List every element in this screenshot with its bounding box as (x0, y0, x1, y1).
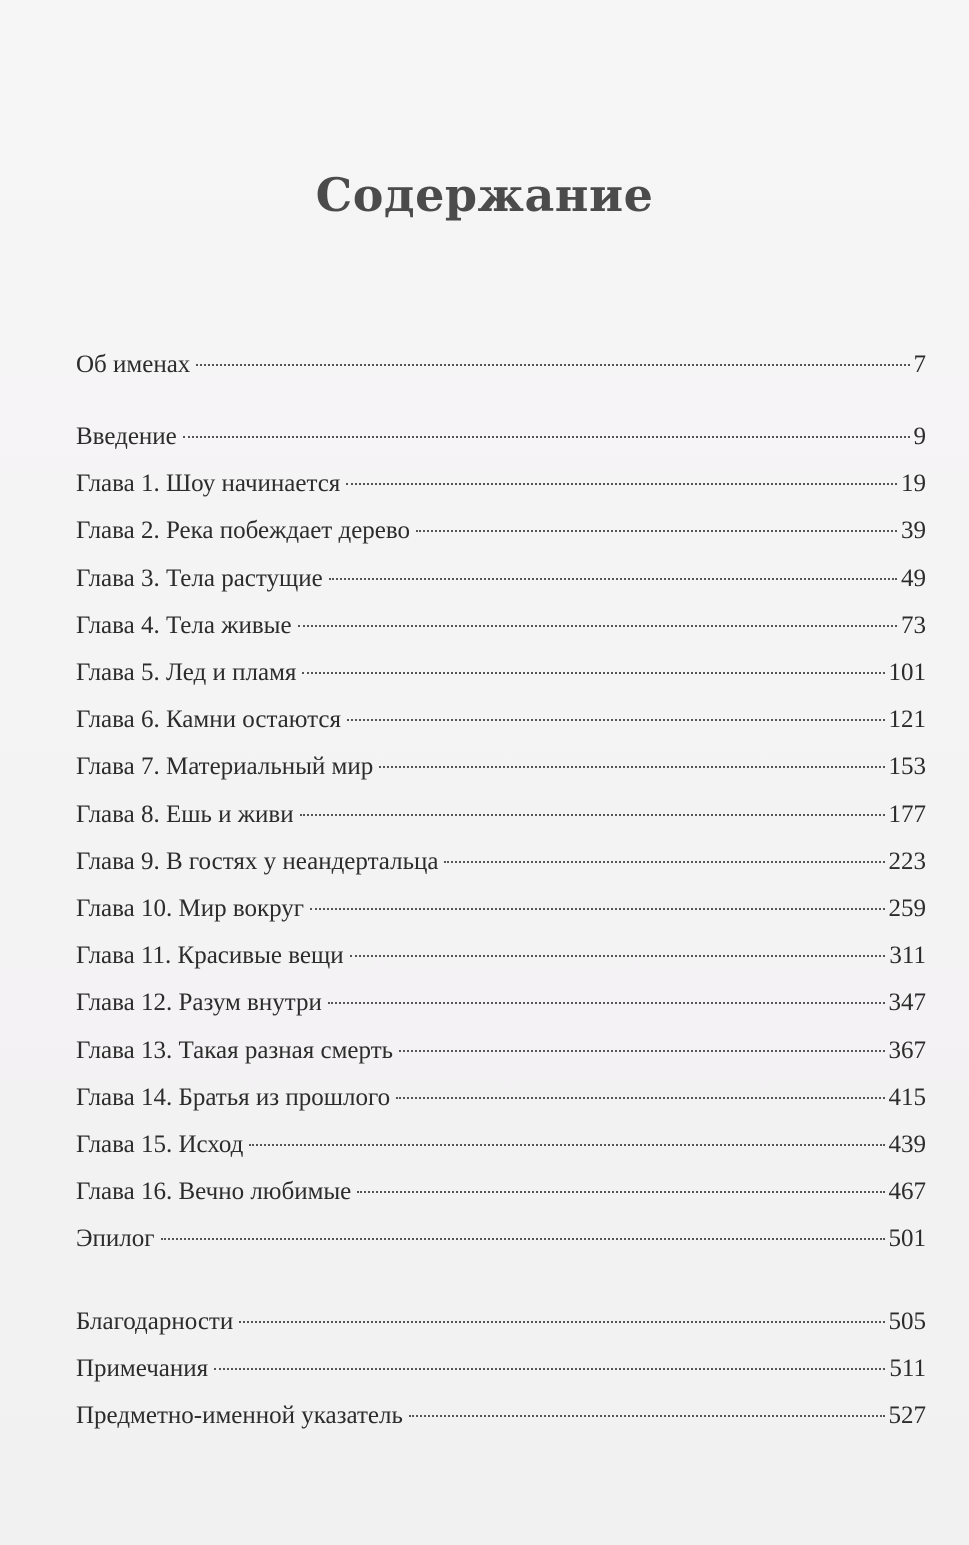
dot-leader (214, 1368, 885, 1370)
toc-entry (76, 1175, 926, 1209)
dot-leader (399, 1050, 884, 1052)
toc-entry (76, 892, 926, 926)
toc-entry-page: 7 (913, 351, 926, 378)
dot-leader (350, 955, 886, 957)
toc-entry-page: 439 (888, 1131, 926, 1158)
toc-entry (76, 798, 926, 832)
dot-leader (346, 483, 897, 485)
toc-entry-page: 501 (888, 1225, 926, 1252)
toc-entry (76, 609, 926, 643)
toc-entry-page: 177 (888, 801, 926, 828)
dot-leader (302, 672, 884, 674)
toc-entry-page: 19 (901, 470, 926, 497)
toc-entry (76, 986, 926, 1020)
dot-leader (357, 1191, 884, 1193)
toc-entry (76, 420, 926, 454)
dot-leader (379, 766, 884, 768)
dot-leader (329, 578, 897, 580)
dot-leader (416, 530, 897, 532)
toc-entry (76, 1222, 926, 1256)
dot-leader (196, 364, 909, 366)
toc-entry (76, 1352, 926, 1386)
toc-entry (76, 562, 926, 596)
dot-leader (298, 625, 897, 627)
toc-entry-label: Глава 1. Шоу начинается (76, 470, 341, 497)
dot-leader (249, 1144, 884, 1146)
toc-entry-label: Благодарности (76, 1308, 234, 1335)
toc-entry-page: 9 (913, 423, 926, 450)
toc-entry-label: Глава 14. Братья из прошлого (76, 1084, 391, 1111)
toc-entry-page: 101 (888, 659, 926, 686)
toc-entry (76, 467, 926, 501)
dot-leader (328, 1002, 885, 1004)
toc-entry-page: 527 (888, 1402, 926, 1429)
toc-entry-label: Глава 11. Красивые вещи (76, 942, 344, 969)
toc-entry-label: Глава 7. Материальный мир (76, 753, 374, 780)
toc-entry-page: 73 (901, 612, 926, 639)
toc-entry-label: Предметно-именной указатель (76, 1402, 403, 1429)
dot-leader (310, 908, 884, 910)
toc-entry-label: Глава 6. Камни остаются (76, 706, 341, 733)
toc-entry (76, 845, 926, 879)
toc-entry-label: Глава 10. Мир вокруг (76, 895, 305, 922)
toc-entry-label: Глава 16. Вечно любимые (76, 1178, 352, 1205)
page-title: Содержание (315, 168, 654, 222)
toc-entry (76, 1034, 926, 1068)
dot-leader (409, 1415, 885, 1417)
toc-entry-label: Глава 12. Разум внутри (76, 989, 322, 1016)
toc-entry-label: Глава 8. Ешь и живи (76, 801, 294, 828)
toc-entry (76, 348, 926, 382)
toc-entry-label: Глава 4. Тела живые (76, 612, 292, 639)
toc-entry-label: Глава 3. Тела растущие (76, 565, 323, 592)
toc-entry-page: 121 (888, 706, 926, 733)
toc-entry-page: 223 (888, 848, 926, 875)
toc-entry-page: 153 (888, 753, 926, 780)
toc-entry-label: Глава 13. Такая разная смерть (76, 1037, 394, 1064)
toc-entry-page: 311 (889, 942, 926, 969)
toc-entry (76, 1399, 926, 1433)
toc-entry-label: Глава 2. Река побеждает дерево (76, 517, 411, 544)
dot-leader (347, 719, 885, 721)
toc-entry-page: 39 (901, 517, 926, 544)
dot-leader (183, 436, 910, 438)
toc-entry-page: 259 (888, 895, 926, 922)
dot-leader (300, 814, 885, 816)
toc-entry-page: 505 (888, 1308, 926, 1335)
toc-entry (76, 514, 926, 548)
toc-entry-label: Глава 9. В гостях у неандертальца (76, 848, 439, 875)
toc-entry-label: Эпилог (76, 1225, 155, 1252)
toc-entry-page: 49 (901, 565, 926, 592)
toc-entry-page: 347 (888, 989, 926, 1016)
toc-entry-label: Введение (76, 423, 177, 450)
toc-entry (76, 656, 926, 690)
dot-leader (239, 1321, 884, 1323)
toc-entry (76, 1305, 926, 1339)
dot-leader (444, 861, 884, 863)
toc-entry (76, 750, 926, 784)
toc-entry-page: 511 (889, 1355, 926, 1382)
toc-entry (76, 703, 926, 737)
toc-entry-label: Глава 5. Лед и пламя (76, 659, 297, 686)
toc-entry-page: 467 (888, 1178, 926, 1205)
toc-entry-label: Глава 15. Исход (76, 1131, 244, 1158)
toc-entry (76, 939, 926, 973)
toc-entry-label: Об именах (76, 351, 191, 378)
toc-entry-label: Примечания (76, 1355, 209, 1382)
dot-leader (161, 1238, 885, 1240)
toc-entry-page: 367 (888, 1037, 926, 1064)
toc-entry-page: 415 (888, 1084, 926, 1111)
toc-entry (76, 1128, 926, 1162)
dot-leader (396, 1097, 884, 1099)
toc-entry (76, 1081, 926, 1115)
